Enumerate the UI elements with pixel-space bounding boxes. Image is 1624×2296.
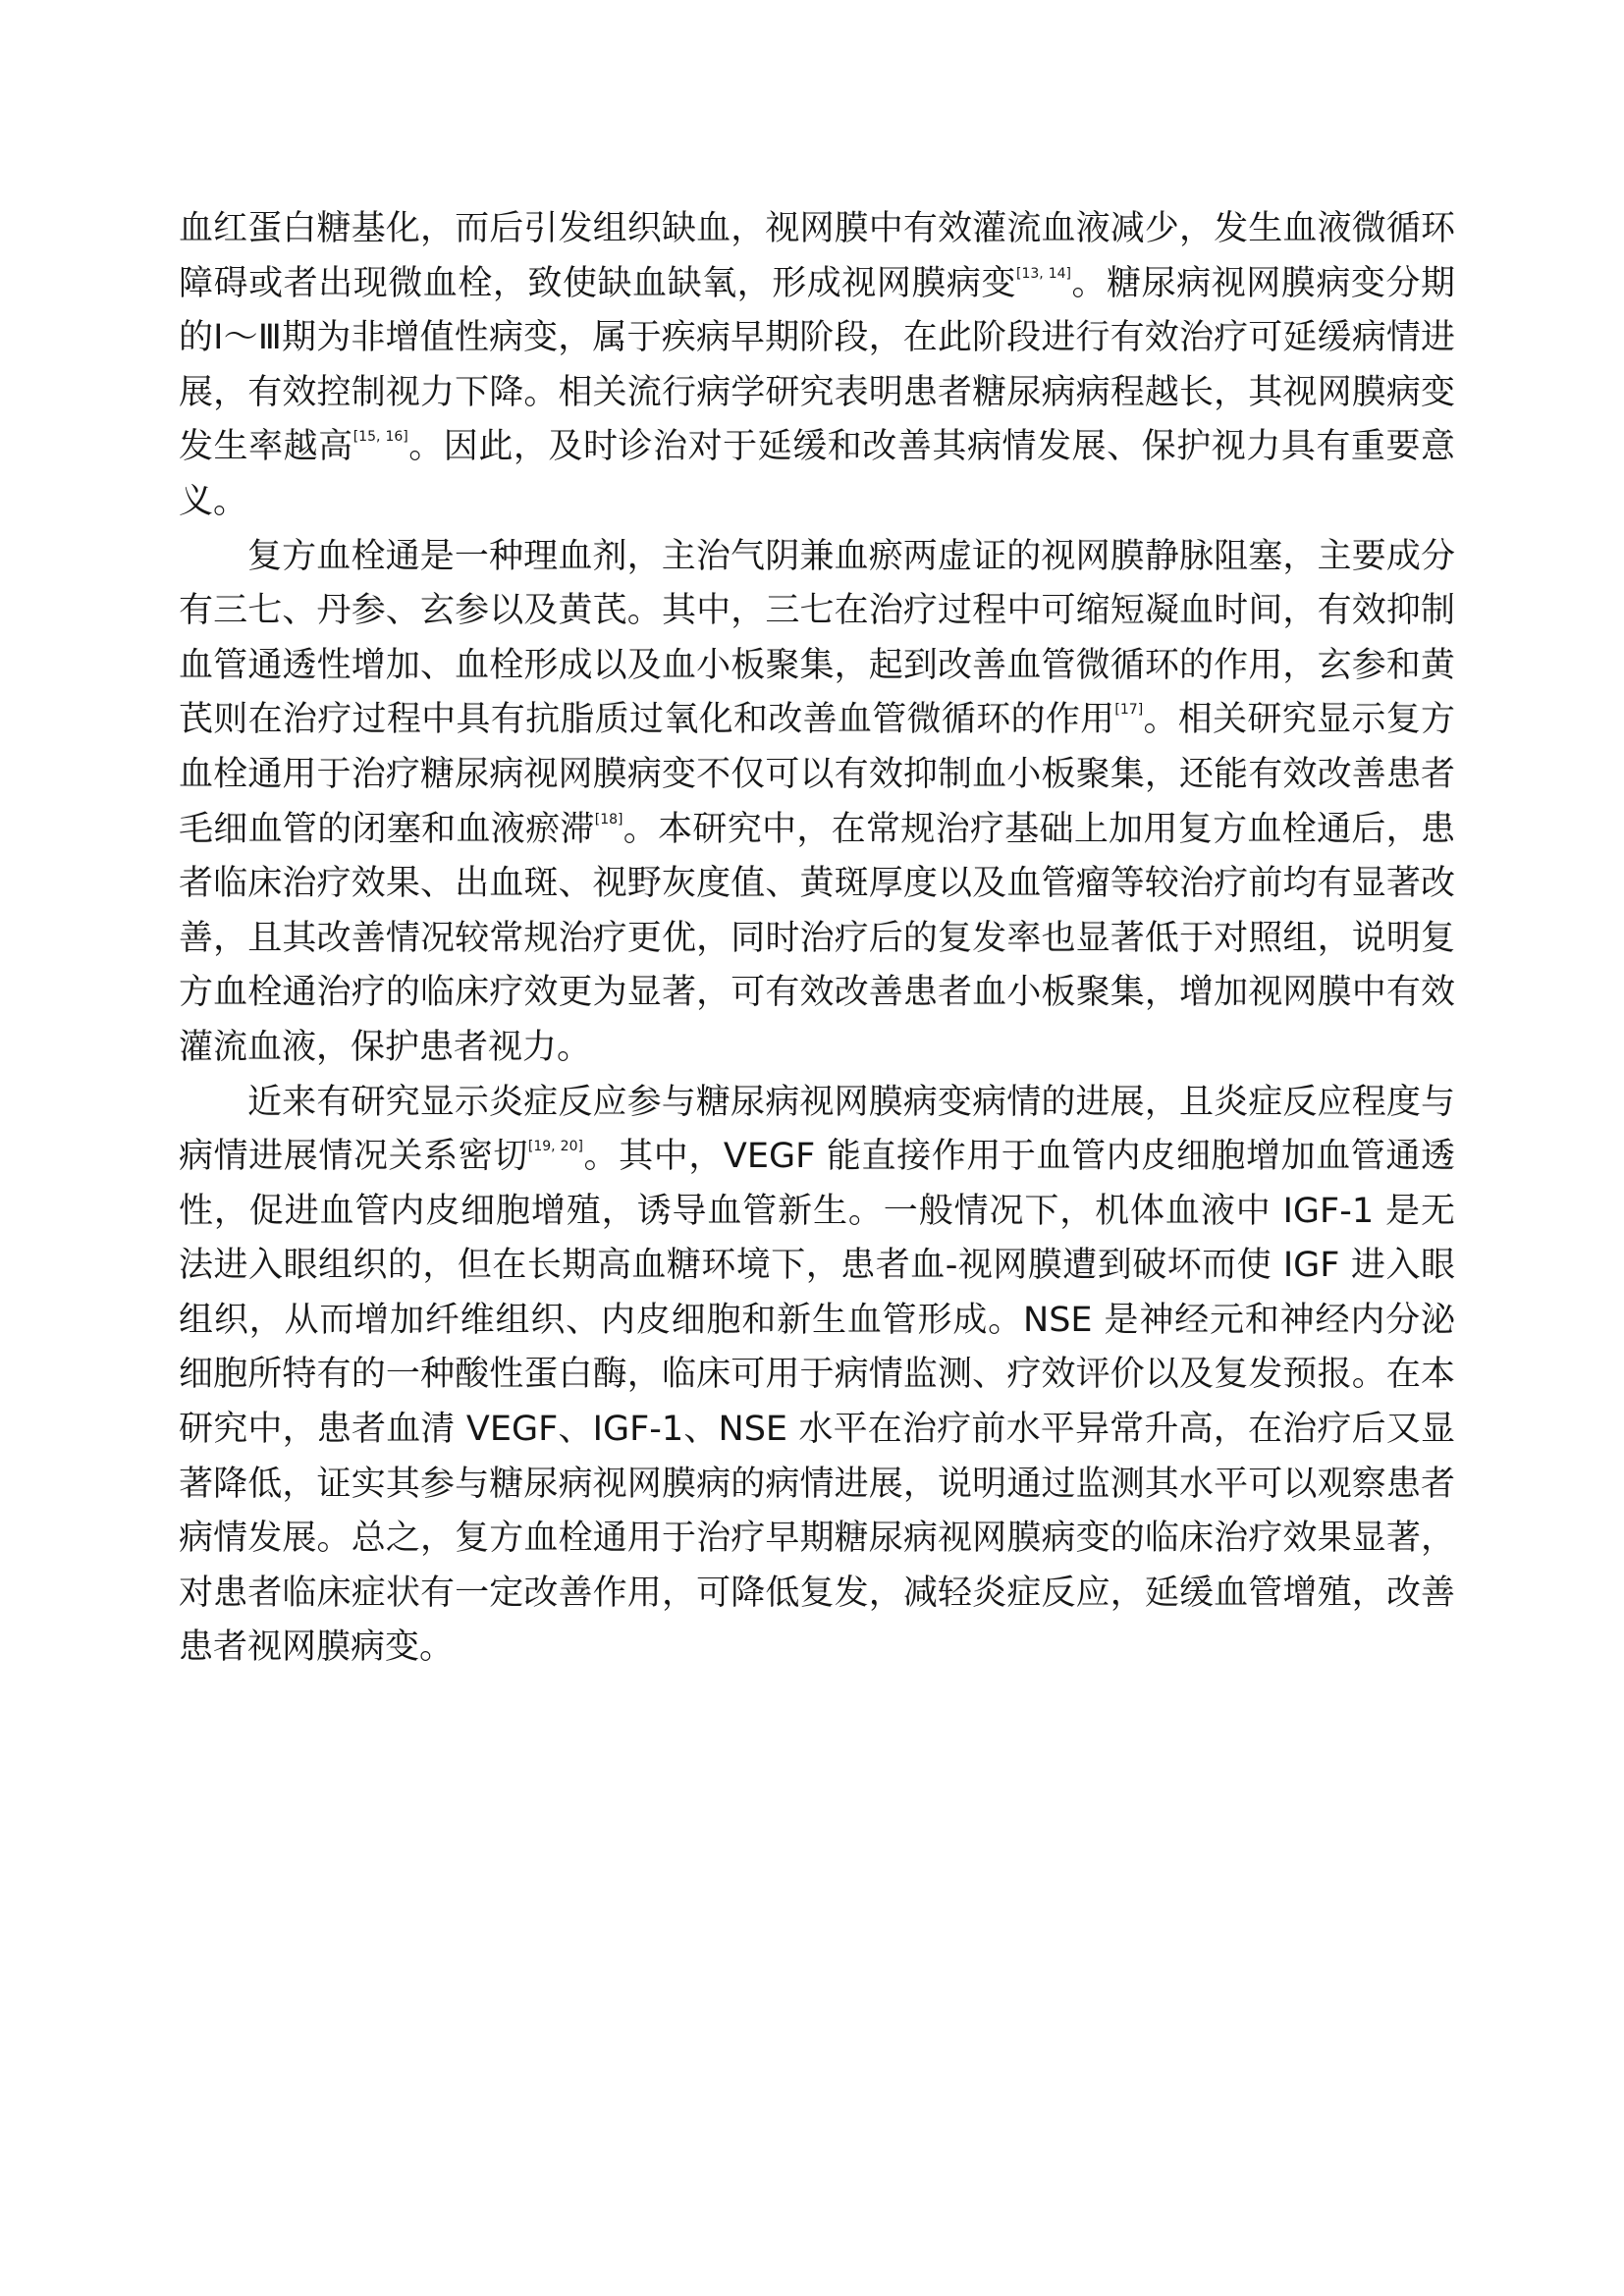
paragraph-text: 。相关研究显示复方血栓通用于治疗糖尿病视网膜病变不仅可以有效抑制血小板聚集，还能有效改善患者毛细血管的闭塞和血液瘀滞	[179, 700, 1455, 849]
paragraph-3	[179, 1076, 1455, 1677]
citation-19-20: [19, 20]	[527, 1139, 583, 1155]
citation-13-14: [13, 14]	[1016, 265, 1072, 282]
paragraph-text: 近来有研究显示炎症反应参与糖尿病视网膜病变病情的进展，且炎症反应程度与病情进展情况关系密切	[179, 1082, 1455, 1177]
paragraph-text: 。因此，及时诊治对于延缓和改善其病情发展、保护视力具有重要意义。	[179, 427, 1455, 521]
paragraph-text: 。其中，VEGF 能直接作用于血管内皮细胞增加血管通透性，促进血管内皮细胞增殖，诱导血管新生。一般情况下，机体血液中 IGF-1 是无法进入眼组织的，但在长期高血糖环境下，患者血-视网膜遭到破坏而使 IGF 进入眼组织，从而增加纤维组织、内皮细胞和新生血管形成。NSE 是神经元和神经内分泌细胞所特有的一种酸性蛋白酶，临床可用于病情监测、疗效评价以及复发预报。在本研究中，患者血清 VEGF、IGF-1、NSE 水平在治疗前水平异常升高，在治疗后又显著降低，证实其参与糖尿病视网膜病的病情进展，说明通过监测其水平可以观察患者病情发展。总之，复方血栓通用于治疗早期糖尿病视网膜病变的临床治疗效果显著，对患者临床症状有一定改善作用，可降低复发，减轻炎症反应，延缓血管增殖，改善患者视网膜病变。	[179, 1137, 1455, 1668]
paragraph-text: 。本研究中，在常规治疗基础上加用复方血栓通后，患者临床治疗效果、出血斑、视野灰度值、黄斑厚度以及血管瘤等较治疗前均有显著改善，且其改善情况较常规治疗更优，同时治疗后的复发率也显著低于对照组，说明复方血栓通治疗的临床疗效更为显著，可有效改善患者血小板聚集，增加视网膜中有效灌流血液，保护患者视力。	[179, 809, 1455, 1067]
paragraph-1	[179, 202, 1455, 530]
paragraph-2	[179, 530, 1455, 1076]
paragraph-text: 血红蛋白糖基化，而后引发组织缺血，视网膜中有效灌流血液减少，发生血液微循环障碍或者出现微血栓，致使缺血缺氧，形成视网膜病变	[179, 209, 1455, 303]
citation-17: [17]	[1114, 702, 1144, 719]
paragraph-text: 。糖尿病视网膜病变分期的Ⅰ～Ⅲ期为非增值性病变，属于疾病早期阶段，在此阶段进行有效治疗可延缓病情进展，有效控制视力下降。相关流行病学研究表明患者糖尿病病程越长，其视网膜病变发生率越高	[179, 263, 1455, 467]
paragraph-text: 复方血栓通是一种理血剂，主治气阴兼血瘀两虚证的视网膜静脉阻塞，主要成分有三七、丹参、玄参以及黄芪。其中，三七在治疗过程中可缩短凝血时间，有效抑制血管通透性增加、血栓形成以及血小板聚集，起到改善血管微循环的作用，玄参和黄芪则在治疗过程中具有抗脂质过氧化和改善血管微循环的作用	[179, 536, 1455, 740]
citation-15-16: [15, 16]	[352, 429, 408, 446]
citation-18: [18]	[594, 811, 623, 828]
body-text	[179, 202, 1455, 1676]
